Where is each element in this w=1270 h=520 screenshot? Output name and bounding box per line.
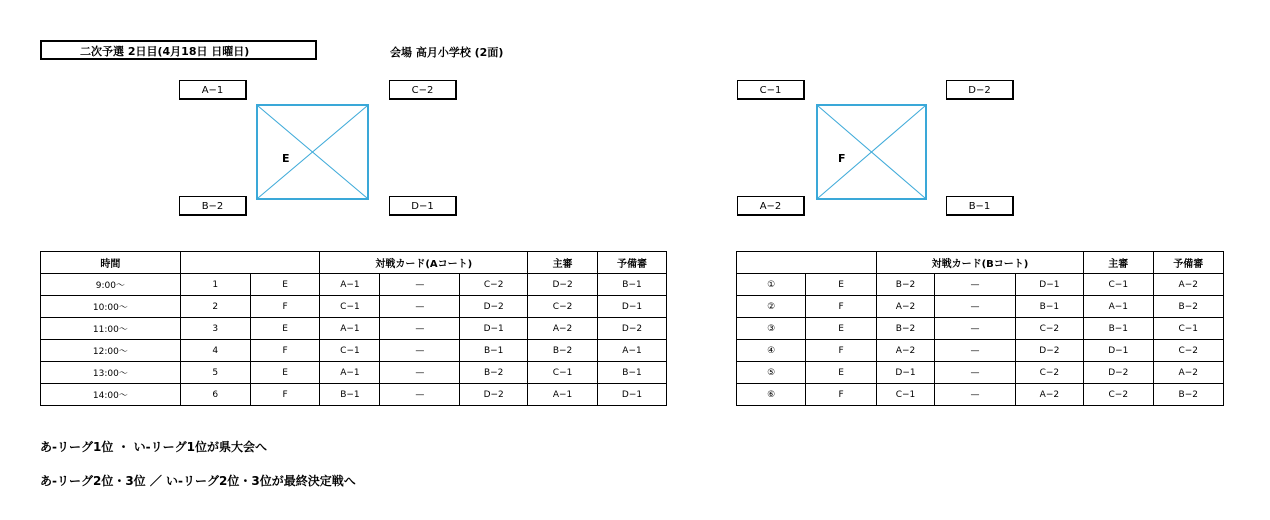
cell-backup: A−1 [598, 340, 667, 362]
cell-ref: C−1 [1084, 274, 1153, 296]
cell-backup: D−2 [598, 318, 667, 340]
cell-vs: — [380, 274, 460, 296]
cell-court: F [806, 296, 876, 318]
cell-time: 10:00～ [41, 296, 181, 318]
cell-no: 5 [180, 362, 250, 384]
cell-t2: B−1 [1015, 296, 1083, 318]
table-row [737, 318, 1224, 340]
team-box-bottom-left: A−2 [737, 196, 805, 216]
cell-ref: B−1 [1084, 318, 1153, 340]
cell-ref: C−2 [528, 296, 598, 318]
cell-court: F [250, 296, 320, 318]
team-box-top-left: C−1 [737, 80, 805, 100]
cell-backup: A−2 [1153, 362, 1223, 384]
cell-ref: D−2 [1084, 362, 1153, 384]
note-line-2: あ-リーグ2位・3位 ／ い-リーグ2位・3位が最終決定戦へ [40, 474, 356, 488]
cell-court: E [806, 362, 876, 384]
venue-label: 会場 高月小学校 (2面) [390, 46, 504, 59]
court-diagram-e [256, 104, 369, 200]
header-backup-referee: 予備審 [598, 252, 667, 274]
court-cross-lines [258, 106, 367, 198]
cell-ref: A−1 [528, 384, 598, 406]
cell-court: E [250, 362, 320, 384]
cell-ref: B−2 [528, 340, 598, 362]
cell-t2: D−2 [1015, 340, 1083, 362]
cell-no: ⑤ [737, 362, 806, 384]
header-match-card: 対戦カード(Bコート) [876, 252, 1083, 274]
header-time: 時間 [41, 252, 181, 274]
cell-vs: — [935, 274, 1015, 296]
cell-t1: C−1 [876, 384, 934, 406]
court-cross-lines [818, 106, 925, 198]
schedule-table-b [736, 251, 1224, 406]
cell-backup: B−1 [598, 362, 667, 384]
cell-backup: D−1 [598, 296, 667, 318]
table-row [41, 274, 667, 296]
note-line-1: あ-リーグ1位 ・ い-リーグ1位が県大会へ [40, 440, 268, 454]
cell-court: E [250, 274, 320, 296]
cell-t2: C−2 [460, 274, 528, 296]
cell-backup: B−1 [598, 274, 667, 296]
cell-court: F [250, 340, 320, 362]
cell-t2: D−1 [1015, 274, 1083, 296]
cell-backup: A−2 [1153, 274, 1223, 296]
cell-t2: B−2 [460, 362, 528, 384]
table-row [41, 340, 667, 362]
header-empty [737, 252, 877, 274]
cell-vs: — [935, 362, 1015, 384]
table-row [41, 318, 667, 340]
table-row [737, 340, 1224, 362]
cell-t1: A−1 [320, 318, 380, 340]
cell-no: 6 [180, 384, 250, 406]
cell-t2: C−2 [1015, 318, 1083, 340]
cell-ref: A−2 [528, 318, 598, 340]
cell-court: F [806, 384, 876, 406]
cell-t1: A−1 [320, 274, 380, 296]
header-empty [180, 252, 320, 274]
cell-no: ① [737, 274, 806, 296]
cell-no: ⑥ [737, 384, 806, 406]
header-match-card: 対戦カード(Aコート) [320, 252, 528, 274]
cell-t1: A−2 [876, 296, 934, 318]
cell-vs: — [380, 296, 460, 318]
cell-no: ② [737, 296, 806, 318]
cell-vs: — [380, 384, 460, 406]
cell-ref: D−1 [1084, 340, 1153, 362]
page-title: 二次予選 2日目(4月18日 日曜日) [40, 40, 317, 60]
cell-backup: D−1 [598, 384, 667, 406]
cell-backup: C−1 [1153, 318, 1223, 340]
team-box-bottom-right: D−1 [389, 196, 457, 216]
cell-no: 2 [180, 296, 250, 318]
team-box-bottom-right: B−1 [946, 196, 1014, 216]
table-row [737, 362, 1224, 384]
table-row [41, 362, 667, 384]
team-box-bottom-left: B−2 [179, 196, 247, 216]
cell-t1: A−1 [320, 362, 380, 384]
cell-vs: — [935, 318, 1015, 340]
cell-backup: B−2 [1153, 384, 1223, 406]
cell-ref: C−1 [528, 362, 598, 384]
table-row [41, 296, 667, 318]
cell-ref: D−2 [528, 274, 598, 296]
cell-court: F [250, 384, 320, 406]
cell-t2: D−2 [460, 384, 528, 406]
cell-no: ③ [737, 318, 806, 340]
cell-no: ④ [737, 340, 806, 362]
table-row [737, 384, 1224, 406]
table-row [41, 384, 667, 406]
cell-no: 1 [180, 274, 250, 296]
cell-t1: C−1 [320, 296, 380, 318]
cell-vs: — [935, 296, 1015, 318]
cell-t2: B−1 [460, 340, 528, 362]
table-row [737, 296, 1224, 318]
cell-t2: C−2 [1015, 362, 1083, 384]
header-referee: 主審 [528, 252, 598, 274]
cell-time: 11:00～ [41, 318, 181, 340]
cell-no: 3 [180, 318, 250, 340]
cell-t2: A−2 [1015, 384, 1083, 406]
table-row [737, 274, 1224, 296]
cell-t1: D−1 [876, 362, 934, 384]
cell-t2: D−2 [460, 296, 528, 318]
cell-t1: A−2 [876, 340, 934, 362]
cell-court: E [806, 318, 876, 340]
header-referee: 主審 [1084, 252, 1153, 274]
team-box-top-right: D−2 [946, 80, 1014, 100]
cell-backup: C−2 [1153, 340, 1223, 362]
cell-ref: A−1 [1084, 296, 1153, 318]
cell-court: E [806, 274, 876, 296]
header-backup-referee: 予備審 [1153, 252, 1223, 274]
cell-vs: — [935, 340, 1015, 362]
cell-court: E [250, 318, 320, 340]
cell-time: 9:00～ [41, 274, 181, 296]
cell-court: F [806, 340, 876, 362]
cell-vs: — [380, 318, 460, 340]
team-box-top-right: C−2 [389, 80, 457, 100]
cell-t2: D−1 [460, 318, 528, 340]
schedule-table-a [40, 251, 667, 406]
court-label: E [282, 152, 290, 165]
team-box-top-left: A−1 [179, 80, 247, 100]
court-label: F [838, 152, 846, 165]
court-diagram-f [816, 104, 927, 200]
cell-t1: B−2 [876, 318, 934, 340]
cell-time: 13:00～ [41, 362, 181, 384]
cell-vs: — [380, 340, 460, 362]
cell-vs: — [935, 384, 1015, 406]
cell-ref: C−2 [1084, 384, 1153, 406]
cell-time: 14:00～ [41, 384, 181, 406]
cell-t1: B−2 [876, 274, 934, 296]
cell-t1: C−1 [320, 340, 380, 362]
cell-vs: — [380, 362, 460, 384]
cell-t1: B−1 [320, 384, 380, 406]
cell-time: 12:00～ [41, 340, 181, 362]
cell-backup: B−2 [1153, 296, 1223, 318]
cell-no: 4 [180, 340, 250, 362]
